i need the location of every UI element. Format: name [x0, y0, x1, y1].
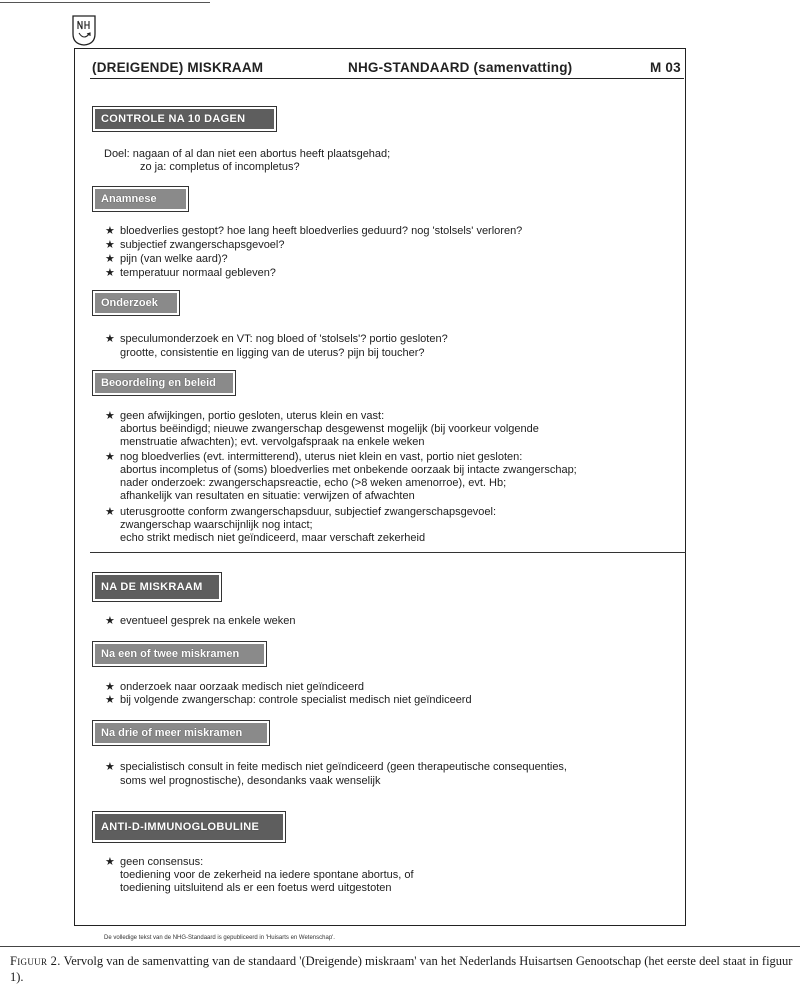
- caption-label: Figuur 2.: [10, 954, 61, 968]
- nhg-logo-icon: [70, 14, 98, 46]
- beoordeling-item-1-line: abortus beëindigd; nieuwe zwangerschap desgewenst mogelijk (bij voorkeur volgende: [120, 423, 539, 435]
- star-icon: ★: [105, 681, 115, 693]
- heading-label: ANTI-D-IMMUNOGLOBULINE: [95, 814, 283, 840]
- figure-caption: [10, 953, 800, 985]
- heading-label: Na drie of meer miskramen: [95, 723, 267, 743]
- section-heading-controle: [92, 106, 277, 132]
- heading-label: Anamnese: [95, 189, 186, 209]
- star-icon: ★: [105, 333, 115, 345]
- beoordeling-item-3-line: zwangerschap waarschijnlijk nog intact;: [120, 519, 313, 531]
- heading-label: NA DE MISKRAAM: [95, 575, 219, 599]
- doel-line-2: zo ja: completus of incompletus?: [140, 161, 300, 173]
- star-icon: ★: [105, 615, 115, 627]
- list-item: temperatuur normaal gebleven?: [120, 267, 276, 279]
- star-icon: ★: [105, 410, 115, 422]
- section-heading-onderzoek: [92, 290, 180, 316]
- section-separator: [90, 552, 686, 553]
- list-item: eventueel gesprek na enkele weken: [120, 615, 296, 627]
- bottom-rule: [0, 946, 800, 947]
- section-heading-een-twee: [92, 641, 267, 667]
- beoordeling-item-1-line: geen afwijkingen, portio gesloten, uterus klein en vast:: [120, 410, 385, 422]
- star-icon: ★: [105, 694, 115, 706]
- beoordeling-item-2-line: nog bloedverlies (evt. intermitterend), uterus niet klein en vast, portio niet gesloten:: [120, 451, 523, 463]
- anti-d-line: toediening voor de zekerheid na iedere spontane abortus, of: [120, 869, 414, 881]
- beoordeling-item-2-line: afhankelijk van resultaten en situatie: verwijzen of afwachten: [120, 490, 415, 502]
- section-heading-anamnese: [92, 186, 189, 212]
- star-icon: ★: [105, 267, 115, 279]
- star-icon: ★: [105, 253, 115, 265]
- list-item: bloedverlies gestopt? hoe lang heeft bloedverlies geduurd? nog 'stolsels' verloren?: [120, 225, 523, 237]
- drie-meer-line-2: soms wel prognostische), desondanks vaak wenselijk: [120, 775, 381, 787]
- anti-d-line: toediening uitsluitend als er een foetus werd uitgestoten: [120, 882, 392, 894]
- header-title: (DREIGENDE) MISKRAAM: [92, 60, 264, 75]
- star-icon: ★: [105, 856, 115, 868]
- list-item: onderzoek naar oorzaak medisch niet geïndiceerd: [120, 681, 364, 693]
- beoordeling-item-2-line: nader onderzoek: zwangerschapsreactie, echo (>8 weken amenorroe), evt. Hb;: [120, 477, 507, 489]
- beoordeling-item-3-line: uterusgrootte conform zwangerschapsduur, subjectief zwangerschapsgevoel:: [120, 506, 497, 518]
- heading-label: Beoordeling en beleid: [95, 373, 233, 393]
- heading-label: CONTROLE NA 10 DAGEN: [95, 109, 274, 129]
- heading-label: Onderzoek: [95, 293, 177, 313]
- heading-label: Na een of twee miskramen: [95, 644, 264, 664]
- list-item: pijn (van welke aard)?: [120, 253, 228, 265]
- top-rule: [0, 2, 210, 3]
- star-icon: ★: [105, 761, 115, 773]
- section-heading-anti-d: [92, 811, 286, 843]
- list-item: bij volgende zwangerschap: controle specialist medisch niet geïndiceerd: [120, 694, 472, 706]
- drie-meer-line-1: specialistisch consult in feite medisch niet geïndiceerd (geen therapeutische consequenties,: [120, 761, 567, 773]
- section-heading-na-miskraam: [92, 572, 222, 602]
- star-icon: ★: [105, 506, 115, 518]
- star-icon: ★: [105, 225, 115, 237]
- onderzoek-line-2: grootte, consistentie en ligging van de uterus? pijn bij toucher?: [120, 347, 425, 359]
- doel-line-1: Doel: nagaan of al dan niet een abortus heeft plaatsgehad;: [104, 148, 391, 160]
- onderzoek-line-1: speculumonderzoek en VT: nog bloed of 'stolsels'? portio gesloten?: [120, 333, 448, 345]
- section-heading-drie-meer: [92, 720, 270, 746]
- star-icon: ★: [105, 451, 115, 463]
- header-standard: NHG-STANDAARD (samenvatting): [348, 60, 573, 75]
- header-code: M 03: [650, 60, 681, 75]
- star-icon: ★: [105, 239, 115, 251]
- beoordeling-item-1-line: menstruatie afwachten); evt. vervolgafspraak na enkele weken: [120, 436, 425, 448]
- beoordeling-item-2-line: abortus incompletus of (soms) bloedverlies met onbekende oorzaak bij intacte zwangerschap;: [120, 464, 577, 476]
- caption-text: Vervolg van de samenvatting van de standaard '(Dreigende) miskraam' van het Nederlands Huisartsen Genootschap (het eerste deel staat in figuur 1).: [10, 954, 793, 984]
- header-rule: [90, 78, 684, 79]
- beoordeling-item-3-line: echo strikt medisch niet geïndiceerd, maar verschaft zekerheid: [120, 532, 426, 544]
- section-heading-beoordeling: [92, 370, 236, 396]
- footnote: De volledige tekst van de NHG-Standaard is gepubliceerd in 'Huisarts en Wetenschap'.: [104, 935, 335, 941]
- anti-d-line: geen consensus:: [120, 856, 204, 868]
- list-item: subjectief zwangerschapsgevoel?: [120, 239, 285, 251]
